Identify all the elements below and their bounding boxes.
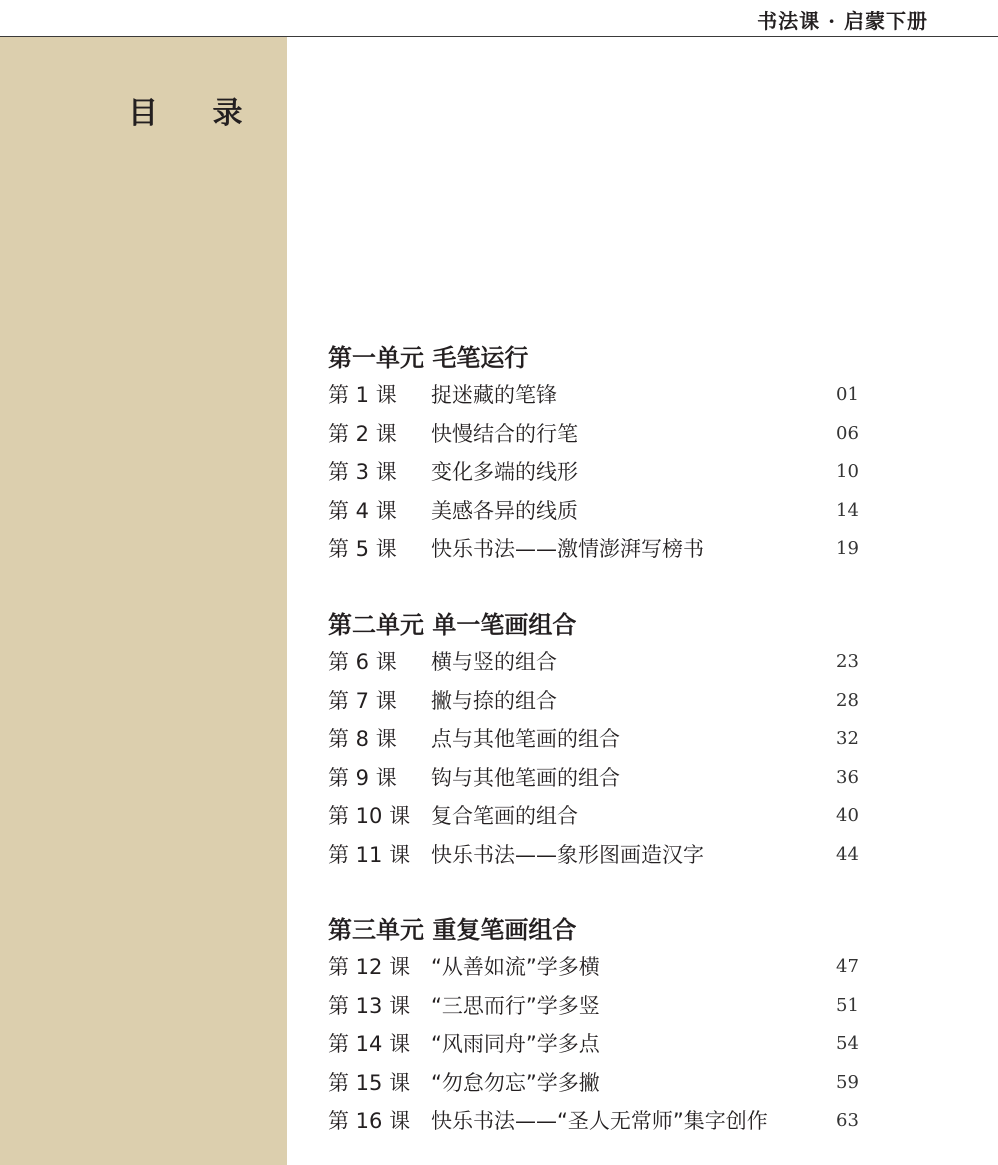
lesson-number: 第 11 课: [328, 842, 411, 867]
toc-entry[interactable]: [328, 987, 868, 1026]
page-number: 59: [836, 1071, 859, 1093]
lesson-name: 快乐书法——激情澎湃写榜书: [431, 537, 704, 561]
toc-entry[interactable]: [328, 1025, 868, 1064]
lesson-name: 快慢结合的行笔: [431, 421, 578, 446]
lesson-number: 第 6 课: [328, 650, 397, 674]
unit-title: 第三单元 重复笔画组合: [328, 915, 577, 944]
page-number: 06: [836, 422, 859, 444]
side-panel: [0, 37, 287, 1165]
lesson-number: 第 3 课: [328, 460, 397, 484]
lesson-name: 横与竖的组合: [431, 650, 557, 674]
page-number: 01: [836, 384, 859, 405]
toc-entry[interactable]: [328, 376, 868, 415]
page-number: 23: [836, 651, 859, 672]
page-number: 14: [836, 499, 859, 521]
unit-title: 第一单元 毛笔运行: [328, 343, 529, 372]
page-number: 63: [836, 1110, 859, 1131]
lesson-name: 变化多端的线形: [431, 460, 578, 484]
lesson-name: 点与其他笔画的组合: [431, 727, 620, 751]
unit-title: 第二单元 单一笔画组合: [328, 610, 577, 639]
page-number: 44: [836, 843, 859, 865]
lesson-number: 第 14 课: [328, 1032, 411, 1056]
lesson-name: 撇与捺的组合: [431, 688, 557, 713]
lesson-name: “勿怠勿忘”学多撇: [431, 1070, 600, 1095]
lesson-number: 第 8 课: [328, 727, 397, 751]
lesson-number: 第 16 课: [328, 1109, 411, 1133]
page-number: 32: [836, 728, 859, 749]
toc-entry[interactable]: [328, 720, 868, 759]
lesson-name: 复合笔画的组合: [431, 804, 578, 828]
lesson-number: 第 1 课: [328, 383, 397, 407]
page-number: 36: [836, 766, 859, 788]
lesson-number: 第 13 课: [328, 993, 411, 1018]
unit-3: [328, 912, 868, 1141]
toc-entry[interactable]: [328, 759, 868, 798]
lesson-name: “风雨同舟”学多点: [431, 1032, 600, 1056]
page-number: 40: [836, 805, 859, 826]
toc-entry[interactable]: [328, 530, 868, 569]
lesson-number: 第 7 课: [328, 688, 397, 713]
lesson-name: 捉迷藏的笔锋: [431, 383, 557, 407]
page-number: 28: [836, 689, 859, 711]
lesson-name: “从善如流”学多横: [431, 955, 600, 979]
book-title: 书法课 · 启蒙下册: [757, 9, 928, 33]
page-number: 54: [836, 1033, 859, 1054]
toc-entry[interactable]: [328, 643, 868, 682]
lesson-number: 第 2 课: [328, 421, 397, 446]
toc-entry[interactable]: [328, 797, 868, 836]
lesson-name: 快乐书法——象形图画造汉字: [431, 842, 704, 867]
page-header: [0, 0, 998, 37]
lesson-number: 第 15 课: [328, 1070, 411, 1095]
toc-entry[interactable]: [328, 453, 868, 492]
page-number: 51: [836, 994, 859, 1016]
lesson-number: 第 5 课: [328, 537, 397, 561]
lesson-number: 第 10 课: [328, 804, 411, 828]
toc-heading: 目 录: [128, 96, 265, 131]
lesson-number: 第 4 课: [328, 498, 397, 523]
lesson-name: 快乐书法——“圣人无常师”集字创作: [431, 1109, 768, 1133]
toc-entry[interactable]: [328, 836, 868, 875]
page-number: 19: [836, 538, 859, 559]
page-number: 10: [836, 461, 859, 482]
lesson-name: “三思而行”学多竖: [431, 993, 600, 1018]
toc-entry[interactable]: [328, 415, 868, 454]
lesson-number: 第 9 课: [328, 765, 397, 790]
unit-2: [328, 607, 868, 874]
toc-entry[interactable]: [328, 1064, 868, 1103]
toc-entry[interactable]: [328, 948, 868, 987]
toc-entry[interactable]: [328, 1102, 868, 1141]
toc-entry[interactable]: [328, 682, 868, 721]
lesson-number: 第 12 课: [328, 955, 411, 979]
page-number: 47: [836, 956, 859, 977]
lesson-name: 美感各异的线质: [431, 498, 578, 523]
toc-entry[interactable]: [328, 492, 868, 531]
unit-1: [328, 340, 868, 569]
lesson-name: 钩与其他笔画的组合: [431, 765, 620, 790]
